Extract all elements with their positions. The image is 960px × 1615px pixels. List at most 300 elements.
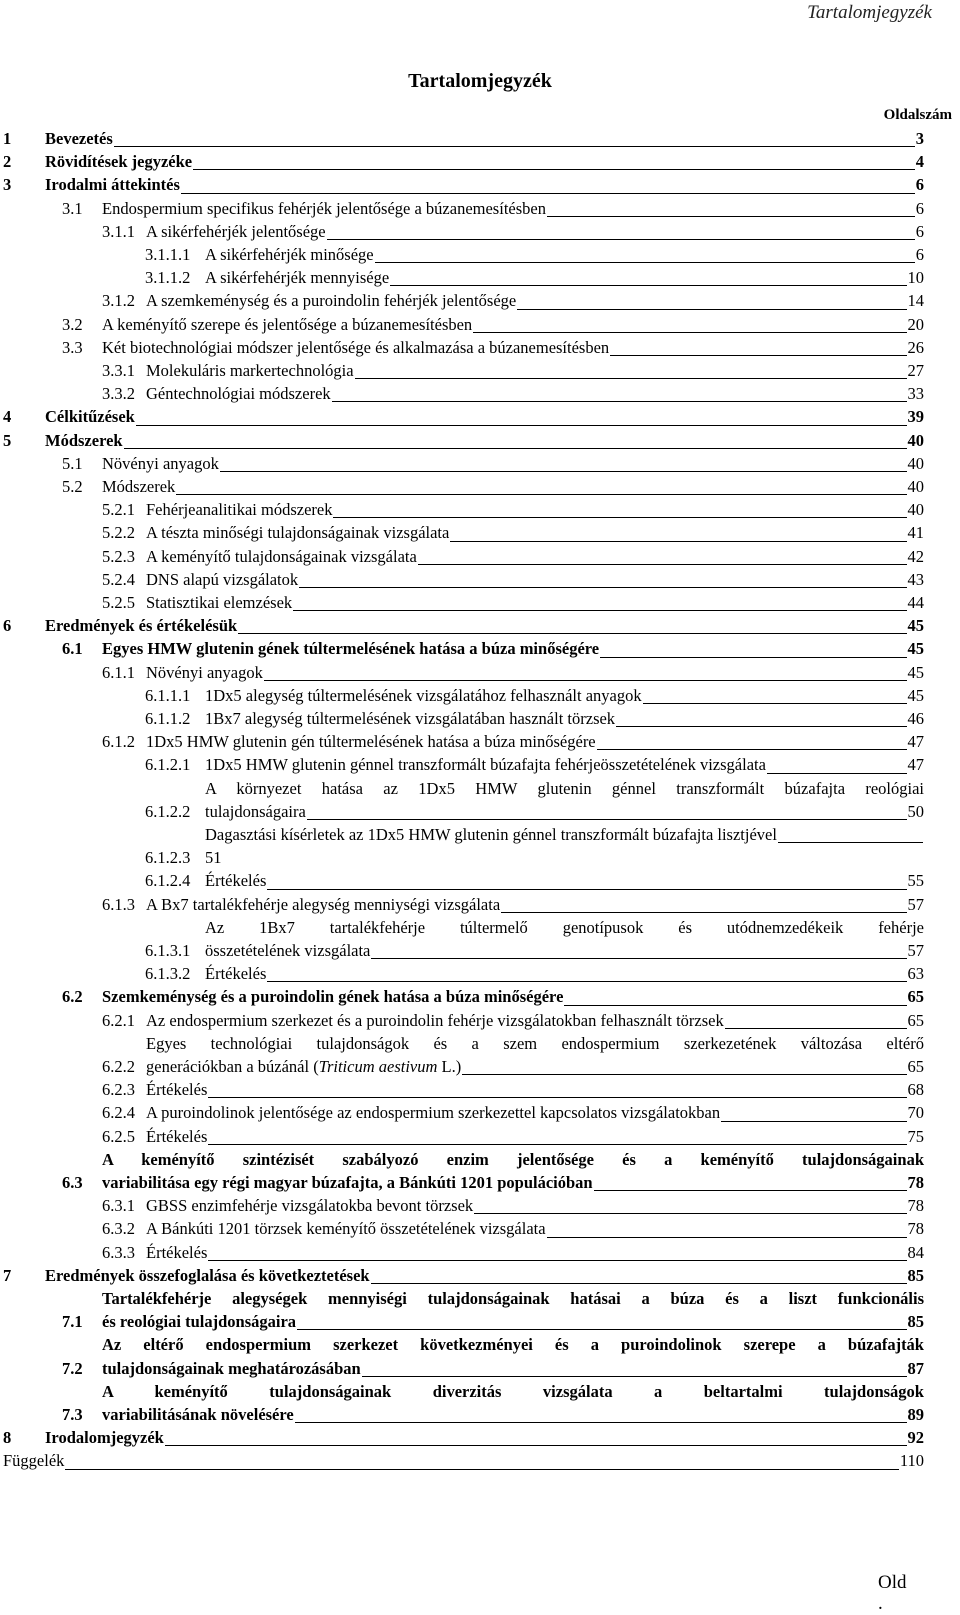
toc-entry-page: 41 (907, 523, 924, 543)
toc-entry (102, 521, 924, 544)
toc-title-line (146, 661, 924, 684)
toc-entry (3, 127, 924, 150)
toc-entry-page: 57 (907, 894, 924, 914)
toc-entry-title (205, 777, 924, 823)
toc-entry-page: 40 (907, 453, 924, 473)
leader-line (517, 309, 906, 310)
toc-entry-title (205, 707, 924, 730)
toc-entry (102, 1101, 924, 1124)
toc-entry-title (45, 173, 924, 196)
toc-entry-page: 85 (907, 1312, 924, 1332)
toc-entry-title (146, 1078, 924, 1101)
toc-entry (3, 1449, 924, 1472)
toc-entry-page: 78 (907, 1196, 924, 1216)
toc-title-text: Célkitűzések (45, 407, 135, 427)
toc-entry-title (205, 684, 924, 707)
toc-entry-number: 6.1.1.1 (145, 685, 191, 705)
toc-title-text: Egyes HMW glutenin gének túltermelésének hatása a búza minőségére (102, 639, 600, 659)
toc-entry-page: 51 (205, 848, 222, 868)
leader-line (610, 355, 906, 356)
toc-entry-page: 44 (907, 593, 924, 612)
toc-entry-title (146, 1241, 924, 1264)
toc-entry (102, 661, 924, 684)
toc-entry (62, 452, 924, 475)
toc-entry-page: 39 (907, 407, 924, 427)
toc-title-text: és reológiai tulajdonságaira (102, 1312, 297, 1332)
toc-entry-number: 6.1.2.2 (145, 801, 191, 821)
toc-entry-title (102, 475, 924, 498)
toc-entry-number: 6.2.2 (102, 1057, 135, 1076)
toc-entry-title (45, 614, 924, 637)
toc-entry-page: 14 (907, 291, 924, 311)
toc-entry-title (146, 661, 924, 684)
leader-line (332, 401, 907, 402)
toc-entry-number: 7.3 (62, 1405, 83, 1424)
toc-entry-title (146, 498, 924, 521)
toc-title-text: A tészta minőségi tulajdonságainak vizsgálata (146, 523, 450, 543)
toc-entry-page: 87 (907, 1358, 924, 1378)
toc-title-text: Értékelés (205, 964, 267, 984)
toc-entry-page: 6 (915, 245, 924, 264)
toc-entry-page: 6 (915, 221, 924, 241)
toc-entry-title (205, 962, 924, 985)
toc-title-text: Módszerek (102, 477, 176, 496)
toc-title-text: Értékelés (205, 871, 267, 891)
toc-title-text: Eredmények összefoglalása és következtetések (45, 1265, 370, 1285)
leader-line (778, 842, 923, 843)
toc-entry-title (146, 382, 924, 405)
toc-entry (62, 475, 924, 498)
toc-entry-number: 5.2.3 (102, 546, 135, 566)
leader-line (333, 517, 906, 518)
toc-entry-number: 6.1.1 (102, 662, 135, 682)
toc-title-line (146, 382, 924, 405)
toc-entry (145, 823, 924, 869)
toc-title-line (146, 591, 924, 614)
toc-title-line (102, 637, 924, 660)
toc-entry-number: 5.1 (62, 453, 83, 473)
leader-line (767, 773, 907, 774)
toc-title-line (102, 452, 924, 475)
toc-title-text: Molekuláris markertechnológia (146, 361, 354, 380)
leader-line (600, 657, 906, 658)
toc-entry-number: 5.2.1 (102, 500, 135, 520)
toc-title-text: A szemkeménység és a puroindolin fehérjék jelentősége (146, 291, 517, 311)
toc-title-text: variabilitása egy régi magyar búzafajta, a Bánkúti 1201 populációban (102, 1173, 593, 1192)
toc-entry-number: 3.3 (62, 337, 83, 357)
toc-entry (102, 1009, 924, 1032)
toc-title-text: 1Dx5 alegység túltermelésének vizsgálatához felhasznált anyagok (205, 685, 642, 705)
toc-title-line (102, 197, 924, 220)
toc-title-text: Irodalmi áttekintés (45, 175, 180, 195)
toc-entry-page: 46 (907, 709, 924, 728)
toc-entry-number: 3.1.1.2 (145, 268, 191, 288)
toc-title-line (205, 684, 924, 707)
toc-entry-number: 6.3.3 (102, 1242, 135, 1262)
toc-entry-number: 6.3.2 (102, 1219, 135, 1239)
toc-entry-page: 40 (907, 430, 924, 450)
toc-entry-page: 55 (907, 871, 924, 891)
toc-entry-number: 6.1.3.2 (145, 964, 191, 984)
leader-line (474, 1213, 906, 1214)
toc-entry-title (146, 1125, 924, 1148)
leader-line (547, 1237, 907, 1238)
footer-fragment-line-1: Old (878, 1572, 907, 1593)
toc-title-line (102, 336, 924, 359)
leader-line (136, 425, 907, 426)
toc-entry-number: 6.3 (62, 1173, 83, 1192)
toc-title-line (146, 359, 924, 382)
leader-line (176, 494, 906, 495)
leader-line (643, 703, 907, 704)
toc-entry-page: 33 (907, 384, 924, 404)
toc-entry-page: 92 (907, 1428, 924, 1448)
toc-entry-number: 3.1.1.1 (145, 245, 191, 264)
page-title: Tartalomjegyzék (408, 70, 552, 92)
toc-title-text: Növényi anyagok (146, 662, 263, 682)
toc-entry (3, 150, 924, 173)
leader-line (725, 1028, 907, 1029)
toc-entry-page: 50 (907, 801, 924, 821)
toc-title-line (146, 1101, 924, 1124)
toc-entry (102, 591, 924, 614)
toc-title-line (146, 1217, 924, 1240)
toc-entry-number: 6.2 (62, 987, 83, 1007)
toc-entry-title (146, 1217, 924, 1240)
toc-entry (3, 173, 924, 196)
toc-title-line (205, 869, 924, 892)
toc-entry-page: 57 (907, 941, 924, 960)
toc-entry-number: 2 (3, 152, 12, 172)
toc-entry-title (146, 1009, 924, 1032)
leader-line (355, 378, 907, 379)
toc-entry-title (146, 568, 924, 591)
toc-entry-title (146, 1032, 924, 1078)
toc-title-text: A sikérfehérjék jelentősége (146, 221, 326, 241)
toc-entry-number: 3.1.2 (102, 291, 135, 311)
toc-entry-number: 5.2 (62, 477, 83, 496)
toc-entry-page: 10 (907, 268, 924, 288)
toc-title-text: Két biotechnológiai módszer jelentősége és alkalmazása a búzanemesítésben (102, 337, 610, 357)
toc-entry (145, 684, 924, 707)
toc-title-part: generációkban a búzánál ( (146, 1057, 319, 1076)
leader-line (390, 285, 906, 286)
toc-title-line (146, 568, 924, 591)
leader-line (267, 981, 906, 982)
footer-fragment-line-2: . (878, 1593, 883, 1614)
toc-entry-page: 70 (907, 1103, 924, 1123)
toc-entry-title (102, 197, 924, 220)
toc-entry-title (146, 359, 924, 382)
toc-entry (102, 359, 924, 382)
toc-entry (102, 1078, 924, 1101)
toc-title-italic-part: Triticum aestivum (318, 1057, 438, 1076)
toc-entry (3, 1426, 924, 1449)
toc-title-text: Irodalomjegyzék (45, 1428, 164, 1448)
toc-title-line: Az eltérő endospermium szerkezet következményei és a puroindolinok szerepe a búzafajták (102, 1335, 924, 1355)
toc-title-line (146, 498, 924, 521)
toc-entry-page: 40 (907, 500, 924, 520)
toc-entry-title (102, 452, 924, 475)
toc-entry-title (102, 1148, 924, 1194)
toc-entry-title (102, 336, 924, 359)
leader-line (293, 610, 906, 611)
toc-title-text: variabilitásának növelésére (102, 1405, 294, 1424)
toc-title-text: GBSS enzimfehérje vizsgálatokba bevont törzsek (146, 1196, 474, 1216)
toc-title-line (146, 289, 924, 312)
toc-entry-title (205, 869, 924, 892)
toc-entry (102, 545, 924, 568)
toc-entry-number: 4 (3, 407, 12, 427)
toc-entry-number: 6.2.1 (102, 1010, 135, 1030)
toc-entry (3, 429, 924, 452)
toc-entry-title (102, 313, 924, 336)
toc-entry-number: 3.1.1 (102, 221, 135, 241)
toc-title-line (205, 266, 924, 289)
leader-line (547, 216, 915, 217)
toc-title-line (146, 1078, 924, 1101)
toc-entry-page: 65 (907, 987, 924, 1007)
toc-title-text: A keményítő tulajdonságainak vizsgálata (146, 546, 417, 566)
toc-title-line (146, 1194, 924, 1217)
toc-entry-number: 7 (3, 1265, 12, 1285)
toc-entry (3, 614, 924, 637)
leader-line (473, 332, 906, 333)
toc-title-line (205, 823, 924, 846)
toc-title-line (102, 1403, 924, 1426)
toc-title-text: 1Dx5 HMW glutenin gén túltermelésének hatása a búza minőségére (146, 732, 596, 752)
leader-line (181, 193, 915, 194)
toc-title-line (205, 243, 924, 266)
toc-entry-page: 26 (907, 337, 924, 357)
toc-entry-number: 6 (3, 616, 12, 636)
toc-entry (102, 382, 924, 405)
toc-entry-number: 6.3.1 (102, 1196, 135, 1216)
toc-title-line (45, 614, 924, 637)
toc-entry-page: 63 (907, 964, 924, 984)
toc-title-line (45, 1426, 924, 1449)
toc-entry-page: 68 (907, 1080, 924, 1100)
toc-entry-page: 20 (907, 314, 924, 334)
leader-line (371, 1283, 907, 1284)
toc-title-line (146, 893, 924, 916)
toc-entry-page: 47 (907, 732, 924, 752)
toc-title-line: A környezet hatása az 1Dx5 HMW glutenin génnel transzformált búzafajta reológiai (205, 778, 924, 798)
toc-title-line: Tartalékfehérje alegységek mennyiségi tulajdonságainak hatásai a búza és a liszt funkcionális (102, 1289, 924, 1308)
toc-title-line (146, 1125, 924, 1148)
toc-entry (102, 498, 924, 521)
toc-entry-number: 1 (3, 129, 12, 148)
toc-title-line (102, 1310, 924, 1333)
toc-entry-title (102, 1287, 924, 1333)
leader-line (267, 889, 906, 890)
toc-title-line (146, 1055, 924, 1078)
toc-entry (145, 916, 924, 962)
toc-entry-number: 6.1.2.1 (145, 755, 191, 775)
toc-title-line (205, 939, 924, 962)
toc-entry (3, 1264, 924, 1287)
toc-entry-title (45, 150, 924, 173)
toc-entry-title (45, 429, 924, 452)
leader-line (208, 1260, 906, 1261)
toc-title-line: A keményítő tulajdonságainak diverzitás vizsgálata a beltartalmi tulajdonságok (102, 1381, 924, 1401)
toc-title-line: Az 1Bx7 tartalékfehérje túltermelő genotípusok és utódnemzedékeik fehérje (205, 917, 924, 937)
toc-entry (62, 1380, 924, 1426)
toc-entry (145, 777, 924, 823)
leader-line (597, 749, 907, 750)
toc-entry-number: 5.2.4 (102, 569, 135, 589)
toc-title-line (45, 405, 924, 428)
toc-entry-title (146, 893, 924, 916)
toc-title-line (205, 846, 924, 869)
leader-line (124, 448, 907, 449)
toc-entry-page: 45 (907, 639, 924, 659)
toc-title-text: A sikérfehérjék mennyisége (205, 268, 390, 288)
toc-entry (62, 1287, 924, 1333)
toc-title-text: Fehérjeanalitikai módszerek (146, 500, 333, 520)
toc-title-line (45, 127, 924, 150)
toc-entry-title (102, 1333, 924, 1379)
toc-entry-number: 8 (3, 1428, 12, 1448)
toc-entry-page: 47 (907, 755, 924, 775)
toc-entry (145, 707, 924, 730)
leader-line (264, 680, 907, 681)
leader-line (299, 587, 906, 588)
toc-entry (102, 1125, 924, 1148)
toc-entry (145, 962, 924, 985)
toc-title-text: Az endospermium szerkezet és a puroindolin fehérje vizsgálatokban felhasznált törzsek (146, 1010, 724, 1030)
toc-entry-title (102, 637, 924, 660)
toc-entry-title (146, 1194, 924, 1217)
running-header: Tartalomjegyzék (807, 2, 932, 23)
toc-title-line (146, 1009, 924, 1032)
leader-line (65, 1469, 898, 1470)
toc-title-line (102, 1357, 924, 1380)
toc-title-text: Bevezetés (45, 129, 113, 148)
leader-line (616, 726, 906, 727)
toc-entry-title (146, 1101, 924, 1124)
toc-entry-page: 45 (907, 616, 924, 636)
toc-entry-page: 45 (907, 662, 924, 682)
toc-entry-title (45, 1264, 924, 1287)
toc-entry-title (205, 823, 924, 869)
toc-entry-number: 6.1.2.4 (145, 871, 191, 891)
toc-title-text: Szemkeménység és a puroindolin gének hatása a búza minőségére (102, 987, 564, 1007)
toc-entry-title (45, 1426, 924, 1449)
toc-title-text: Értékelés (146, 1080, 208, 1100)
toc-entry-number: 6.1.3 (102, 894, 135, 914)
toc-title-line (102, 475, 924, 498)
toc-entry (102, 1217, 924, 1240)
toc-title-part: L.) (437, 1057, 462, 1076)
toc-entry-page: 75 (907, 1126, 924, 1146)
toc-title-line (205, 707, 924, 730)
toc-title-line (146, 521, 924, 544)
toc-title-text: A sikérfehérjék minősége (205, 245, 374, 264)
toc-entry-page: 27 (907, 361, 924, 380)
toc-entry-number: 6.2.4 (102, 1103, 135, 1123)
leader-line (193, 169, 915, 170)
toc-entry (102, 568, 924, 591)
toc-entry-title (146, 591, 924, 614)
leader-line (418, 564, 907, 565)
toc-title-text: Endospermium specifikus fehérjék jelentősége a búzanemesítésben (102, 198, 546, 218)
toc-entry (62, 313, 924, 336)
toc-entry-title (146, 521, 924, 544)
footer-fragment (878, 1572, 907, 1614)
toc-title-text: Rövidítések jegyzéke (45, 152, 193, 172)
leader-line (208, 1144, 906, 1145)
toc-entry-page: 89 (907, 1405, 924, 1424)
toc-entry-title (146, 545, 924, 568)
toc-title-line: A keményítő szintézisét szabályozó enzim jelentősége és a keményítő tulajdonságainak (102, 1149, 924, 1169)
leader-line (362, 1376, 907, 1377)
toc-entry-title (205, 916, 924, 962)
toc-entry-number: 3.3.2 (102, 384, 135, 404)
toc-entry-number: 6.1 (62, 639, 83, 659)
toc-title-text: Függelék (3, 1451, 65, 1471)
toc-title-text: Módszerek (45, 430, 123, 450)
toc-entry (102, 893, 924, 916)
toc-entry-page: 78 (907, 1219, 924, 1239)
toc-entry-number: 5.2.5 (102, 593, 135, 612)
toc-entry-title (146, 730, 924, 753)
toc-entry (62, 197, 924, 220)
leader-line (238, 633, 906, 634)
toc-title-text: tulajdonságaira (205, 801, 306, 821)
toc-entry-page: 6 (915, 198, 924, 218)
toc-entry (102, 1194, 924, 1217)
toc-entry-number: 7.2 (62, 1358, 83, 1378)
leader-line (297, 1329, 906, 1330)
toc-entry-number: 6.2.5 (102, 1126, 135, 1146)
toc-entry-page: 6 (915, 175, 924, 195)
toc-title-text: Dagasztási kísérletek az 1Dx5 HMW glutenin génnel transzformált búzafajta lisztjével (205, 825, 777, 844)
toc-entry-number: 7.1 (62, 1312, 83, 1332)
toc-entry (145, 869, 924, 892)
toc-title-line (45, 1264, 924, 1287)
toc-entry-title (3, 1449, 924, 1472)
leader-line (220, 471, 907, 472)
toc-title-text: összetételének vizsgálata (205, 941, 371, 960)
toc-entry (102, 289, 924, 312)
toc-title-text: Értékelés (146, 1242, 208, 1262)
toc-title-line (102, 1171, 924, 1194)
toc-title-line (102, 313, 924, 336)
toc-title-text: Eredmények és értékelésük (45, 616, 238, 636)
toc-title-line (205, 962, 924, 985)
leader-line (594, 1190, 907, 1191)
toc-title-line: Egyes technológiai tulajdonságok és a szem endospermium szerkezetének változása eltérő (146, 1033, 924, 1053)
leader-line (501, 912, 906, 913)
toc-entry-number: 5 (3, 430, 12, 450)
toc-title-line (3, 1449, 924, 1472)
toc-title-line (45, 429, 924, 452)
leader-line (721, 1121, 906, 1122)
toc-entry-page: 4 (915, 152, 924, 172)
toc-entry-number: 6.1.2.3 (145, 848, 191, 868)
toc-entry-title (45, 405, 924, 428)
toc-entry-page: 84 (907, 1242, 924, 1262)
toc-entry (145, 753, 924, 776)
toc-entry-page: 43 (907, 569, 924, 589)
toc-entry-page: 65 (907, 1057, 924, 1076)
toc-entry-title (102, 985, 924, 1008)
toc-title-text: A puroindolinok jelentősége az endospermium szerkezettel kapcsolatos vizsgálatokban (146, 1103, 721, 1123)
toc-title-text (146, 1055, 461, 1078)
toc-entry-title (205, 243, 924, 266)
toc-entry (3, 405, 924, 428)
